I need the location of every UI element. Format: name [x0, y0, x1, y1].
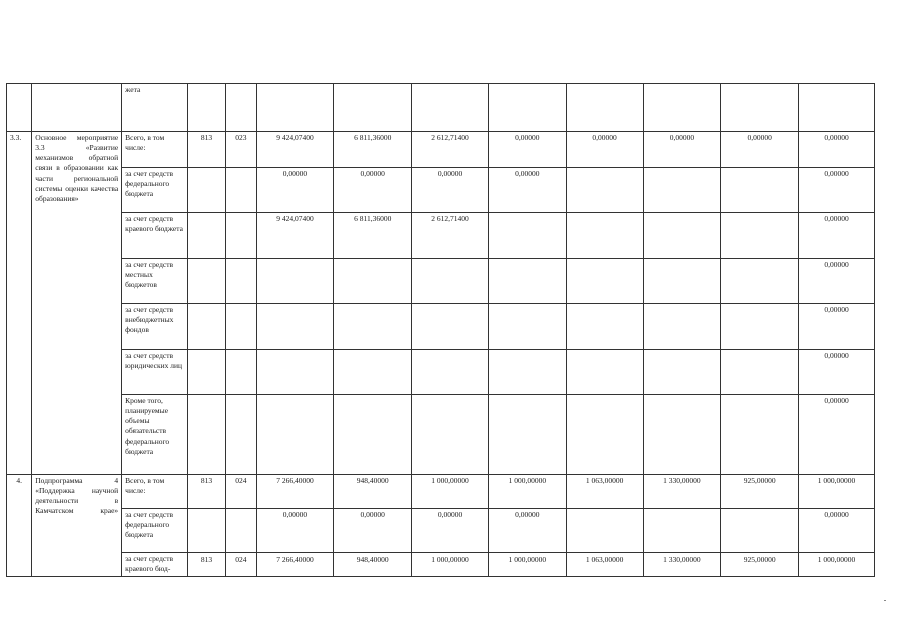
cell-empty — [226, 509, 256, 553]
value-cell: 0,00000 — [799, 509, 875, 553]
table-row — [7, 475, 875, 509]
source-cell: за счет средств краевого бюджета — [122, 213, 188, 259]
value-cell: 0,00000 — [412, 168, 489, 213]
cell-empty — [187, 84, 225, 132]
value-cell: 0,00000 — [488, 168, 566, 213]
cell-empty — [643, 84, 721, 132]
value-cell — [334, 350, 412, 395]
value-cell — [256, 304, 334, 350]
value-cell — [412, 395, 489, 475]
value-cell: 0,00000 — [799, 350, 875, 395]
value-cell — [566, 350, 643, 395]
value-cell — [488, 395, 566, 475]
value-cell — [566, 509, 643, 553]
value-cell: 9 424,07400 — [256, 132, 334, 168]
source-cell: за счет средств юридических лиц — [122, 350, 188, 395]
value-cell: 6 811,36000 — [334, 213, 412, 259]
cell-empty — [721, 84, 799, 132]
value-cell: 0,00000 — [799, 168, 875, 213]
code-ps: 023 — [226, 132, 256, 168]
value-cell: 925,00000 — [721, 553, 799, 577]
value-cell: 0,00000 — [488, 509, 566, 553]
value-cell — [721, 259, 799, 304]
value-cell — [643, 213, 721, 259]
cell-empty — [256, 84, 334, 132]
value-cell: 1 000,00000 — [799, 475, 875, 509]
cell-empty — [187, 213, 225, 259]
cell-empty — [187, 304, 225, 350]
value-cell: 7 266,40000 — [256, 475, 334, 509]
value-cell: 1 000,00000 — [488, 553, 566, 577]
source-cell: Кроме того, планируемые объемы обязательств федерального бюджета — [122, 395, 188, 475]
budget-table — [6, 83, 875, 577]
source-cell: за счет средств внебюджетных фондов — [122, 304, 188, 350]
value-cell: 0,00000 — [566, 132, 643, 168]
value-cell: 0,00000 — [799, 304, 875, 350]
cell-empty — [226, 395, 256, 475]
source-cell: за счет средств федерального бюджета — [122, 509, 188, 553]
value-cell — [412, 304, 489, 350]
value-cell: 0,00000 — [799, 259, 875, 304]
code-ps: 024 — [226, 475, 256, 509]
value-cell: 0,00000 — [256, 168, 334, 213]
value-cell: 7 266,40000 — [256, 553, 334, 577]
value-cell: 1 000,00000 — [488, 475, 566, 509]
table-row — [7, 553, 875, 577]
cell-empty — [187, 350, 225, 395]
cell-empty — [226, 259, 256, 304]
value-cell — [412, 259, 489, 304]
scan-mark — [884, 600, 886, 601]
cell-empty — [187, 509, 225, 553]
value-cell — [721, 168, 799, 213]
value-cell — [643, 509, 721, 553]
table-row — [7, 304, 875, 350]
value-cell: 1 000,00000 — [412, 475, 489, 509]
value-cell: 9 424,07400 — [256, 213, 334, 259]
cell-empty — [32, 84, 122, 132]
value-cell — [643, 168, 721, 213]
value-cell — [643, 304, 721, 350]
value-cell: 0,00000 — [488, 132, 566, 168]
cell-empty — [226, 84, 256, 132]
value-cell: 1 063,00000 — [566, 475, 643, 509]
value-cell: 0,00000 — [721, 132, 799, 168]
value-cell — [488, 350, 566, 395]
value-cell: 1 000,00000 — [412, 553, 489, 577]
value-cell: 0,00000 — [799, 213, 875, 259]
value-cell — [256, 395, 334, 475]
value-cell — [566, 168, 643, 213]
code-ps: 024 — [226, 553, 256, 577]
value-cell: 0,00000 — [799, 132, 875, 168]
source-cell: жета — [122, 84, 188, 132]
value-cell: 948,40000 — [334, 553, 412, 577]
value-cell — [566, 304, 643, 350]
value-cell — [488, 213, 566, 259]
table-row — [7, 395, 875, 475]
value-cell: 1 000,00000 — [799, 553, 875, 577]
value-cell — [566, 259, 643, 304]
cell-empty — [226, 304, 256, 350]
value-cell — [256, 350, 334, 395]
value-cell: 1 330,00000 — [643, 553, 721, 577]
table-row — [7, 350, 875, 395]
value-cell — [566, 395, 643, 475]
cell-empty — [799, 84, 875, 132]
code-gr: 813 — [187, 553, 225, 577]
value-cell — [488, 259, 566, 304]
value-cell: 0,00000 — [412, 509, 489, 553]
value-cell — [488, 304, 566, 350]
table-row — [7, 259, 875, 304]
value-cell: 948,40000 — [334, 475, 412, 509]
cell-empty — [187, 395, 225, 475]
value-cell: 0,00000 — [256, 509, 334, 553]
item-number: 4. — [7, 475, 32, 577]
cell-empty — [7, 84, 32, 132]
value-cell: 2 612,71400 — [412, 213, 489, 259]
table-row — [7, 132, 875, 168]
code-gr: 813 — [187, 475, 225, 509]
code-gr: 813 — [187, 132, 225, 168]
value-cell — [721, 395, 799, 475]
value-cell — [643, 395, 721, 475]
value-cell: 1 330,00000 — [643, 475, 721, 509]
item-name: Подпрограмма 4 «Поддержка научной деятельности в Камчатском крае» — [32, 475, 122, 577]
value-cell — [412, 350, 489, 395]
source-cell: за счет средств федерального бюджета — [122, 168, 188, 213]
value-cell — [334, 395, 412, 475]
value-cell: 925,00000 — [721, 475, 799, 509]
value-cell: 2 612,71400 — [412, 132, 489, 168]
source-cell: за счет средств краевого бюд- — [122, 553, 188, 577]
table-row — [7, 509, 875, 553]
value-cell — [721, 509, 799, 553]
value-cell: 0,00000 — [643, 132, 721, 168]
value-cell — [256, 259, 334, 304]
value-cell — [643, 350, 721, 395]
source-cell: за счет средств местных бюджетов — [122, 259, 188, 304]
table-row — [7, 168, 875, 213]
source-cell: Всего, в том числе: — [122, 475, 188, 509]
table-row — [7, 84, 875, 132]
value-cell: 0,00000 — [334, 509, 412, 553]
cell-empty — [566, 84, 643, 132]
cell-empty — [226, 168, 256, 213]
value-cell: 1 063,00000 — [566, 553, 643, 577]
value-cell: 0,00000 — [799, 395, 875, 475]
cell-empty — [226, 350, 256, 395]
value-cell: 0,00000 — [334, 168, 412, 213]
cell-empty — [412, 84, 489, 132]
item-number: 3.3. — [7, 132, 32, 475]
value-cell: 6 811,36000 — [334, 132, 412, 168]
value-cell — [721, 304, 799, 350]
value-cell — [334, 259, 412, 304]
item-name: Основное мероприятие 3.3 «Развитие механизмов обратной связи в образовании как части региональной системы оценки качества образования» — [32, 132, 122, 475]
value-cell — [643, 259, 721, 304]
cell-empty — [488, 84, 566, 132]
value-cell — [721, 350, 799, 395]
value-cell — [334, 304, 412, 350]
table-row — [7, 213, 875, 259]
cell-empty — [187, 259, 225, 304]
cell-empty — [187, 168, 225, 213]
cell-empty — [226, 213, 256, 259]
cell-empty — [334, 84, 412, 132]
source-cell: Всего, в том числе: — [122, 132, 188, 168]
value-cell — [721, 213, 799, 259]
value-cell — [566, 213, 643, 259]
